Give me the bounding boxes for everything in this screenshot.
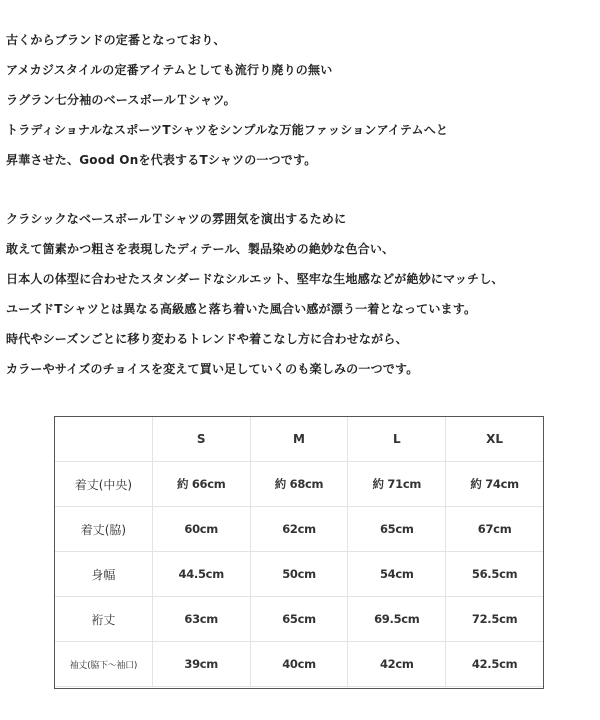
table-cell: 65cm: [250, 597, 348, 642]
table-cell: 約 71cm: [348, 462, 446, 507]
table-cell: 54cm: [348, 552, 446, 597]
table-cell: 44.5cm: [152, 552, 250, 597]
table-cell: 約 66cm: [152, 462, 250, 507]
row-label-body-width: 身幅: [55, 552, 153, 597]
description-line: 昇華させた、Good Onを代表するTシャツの一つです。: [6, 153, 317, 167]
table-cell: 56.5cm: [446, 552, 544, 597]
table-cell: 約 74cm: [446, 462, 544, 507]
row-label-length-side: 着丈(脇): [55, 507, 153, 552]
table-row: [55, 507, 544, 552]
table-row: [55, 642, 544, 687]
description-line: 敢えて箇素かつ粗さを表現したディテール、製品染めの絶妙な色合い、: [6, 242, 395, 256]
description-line: ユーズドTシャツとは異なる高級感と落ち着いた風合い感が漂う一着となっています。: [6, 302, 477, 316]
size-header-l: L: [348, 417, 446, 462]
row-label-yuki-length: 裄丈: [55, 597, 153, 642]
description-line: クラシックなベースボールＴシャツの雰囲気を演出するために: [6, 212, 347, 226]
description-line: カラーやサイズのチョイスを変えて買い足していくのも楽しみの一つです。: [6, 362, 419, 376]
table-cell: 69.5cm: [348, 597, 446, 642]
description-line: アメカジスタイルの定番アイテムとしても流行り廃りの無い: [6, 63, 333, 77]
table-cell: 40cm: [250, 642, 348, 687]
table-cell: 42cm: [348, 642, 446, 687]
description-line: 時代やシーズンごとに移り変わるトレンドや着こなし方に合わせながら、: [6, 332, 408, 346]
table-row: [55, 597, 544, 642]
table-cell: 約 68cm: [250, 462, 348, 507]
size-header-row: [55, 417, 544, 462]
table-cell: 63cm: [152, 597, 250, 642]
table-cell: 60cm: [152, 507, 250, 552]
product-description-intro: [6, 33, 598, 183]
description-line: 古くからブランドの定番となっており、: [6, 33, 226, 47]
table-row: [55, 462, 544, 507]
product-description-details: [6, 212, 598, 392]
size-header-s: S: [152, 417, 250, 462]
table-cell: 39cm: [152, 642, 250, 687]
description-line: ラグラン七分袖のベースボールＴシャツ。: [6, 93, 236, 107]
size-header-m: M: [250, 417, 348, 462]
size-header-xl: XL: [446, 417, 544, 462]
table-cell: 67cm: [446, 507, 544, 552]
table-cell: 50cm: [250, 552, 348, 597]
row-label-sleeve-length: 袖丈(脇下～袖口): [55, 642, 153, 687]
table-cell: 65cm: [348, 507, 446, 552]
description-line: 日本人の体型に合わせたスタンダードなシルエット、堅牢な生地感などが絶妙にマッチし、: [6, 272, 504, 286]
description-line: トラディショナルなスポーツTシャツをシンプルな万能ファッションアイテムへと: [6, 123, 449, 137]
table-cell: 42.5cm: [446, 642, 544, 687]
row-label-length-center: 着丈(中央): [55, 462, 153, 507]
table-cell: 72.5cm: [446, 597, 544, 642]
table-cell: 62cm: [250, 507, 348, 552]
table-row: [55, 552, 544, 597]
size-chart-table: [54, 416, 544, 687]
header-corner-cell: [55, 417, 153, 462]
